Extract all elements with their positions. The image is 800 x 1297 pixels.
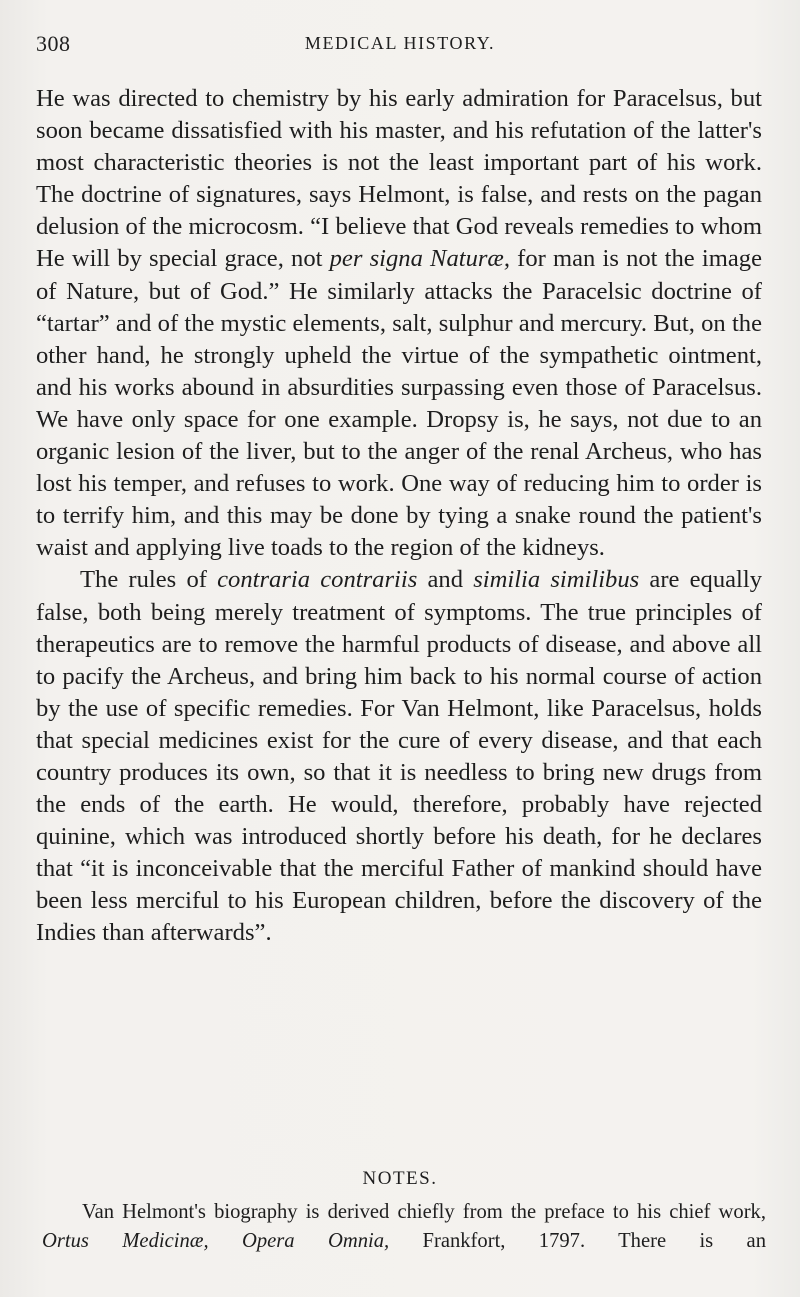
notes-heading: NOTES. [362, 1168, 438, 1189]
paragraph-1: He was directed to chemistry by his early admiration for Paracelsus, but soon became dissatisfied with his master, and his refutation of the latter's most characteristic theories is not the least important part of his work. The doctrine of signatures, says Helmont, is false, and rests on the pagan delusion of the microcosm. “I believe that God reveals remedies to whom He will by special grace, not per signa Naturæ, for man is not the image of Nature, but of God.” He similarly attacks the Paracelsic doctrine of “tartar” and of the mystic elements, salt, sulphur and mercury. But, on the other hand, he strongly upheld the virtue of the sympathetic ointment, and his works abound in absurdities surpassing even those of Paracelsus. We have only space for one example. Dropsy is, he says, not due to an organic lesion of the liver, but to the anger of the renal Archeus, who has lost his temper, and refuses to work. One way of reducing him to order is to terrify him, and this may be done by tying a snake round the patient's waist and applying live toads to the region of the kidneys. [36, 85, 762, 562]
running-head: MEDICAL HISTORY. [304, 33, 496, 53]
page-number: 308 [36, 31, 71, 56]
paragraph-2: The rules of contraria contrariis and similia similibus are equally false, both being merely treatment of symptoms. The true principles of therapeutics are to remove the harmful products of disease, and above all to pacify the Archeus, and bring him back to his normal course of action by the use of specific remedies. For Van Helmont, like Paracelsus, holds that special medicines exist for the cure of every disease, and that each country produces its own, so that it is needless to bring new drugs from the ends of the earth. He would, therefore, probably have rejected quinine, which was introduced shortly before his death, for he declares that “it is inconceivable that the merciful Father of mankind should have been less merciful to his European children, before the discovery of the Indies than afterwards”. [36, 566, 763, 947]
body-text [36, 83, 762, 950]
notes-text: Van Helmont's biography is derived chiefly from the preface to his chief work, Ortus Medicinæ, Opera Omnia, Frankfort, 1797. There is an [42, 1201, 766, 1252]
